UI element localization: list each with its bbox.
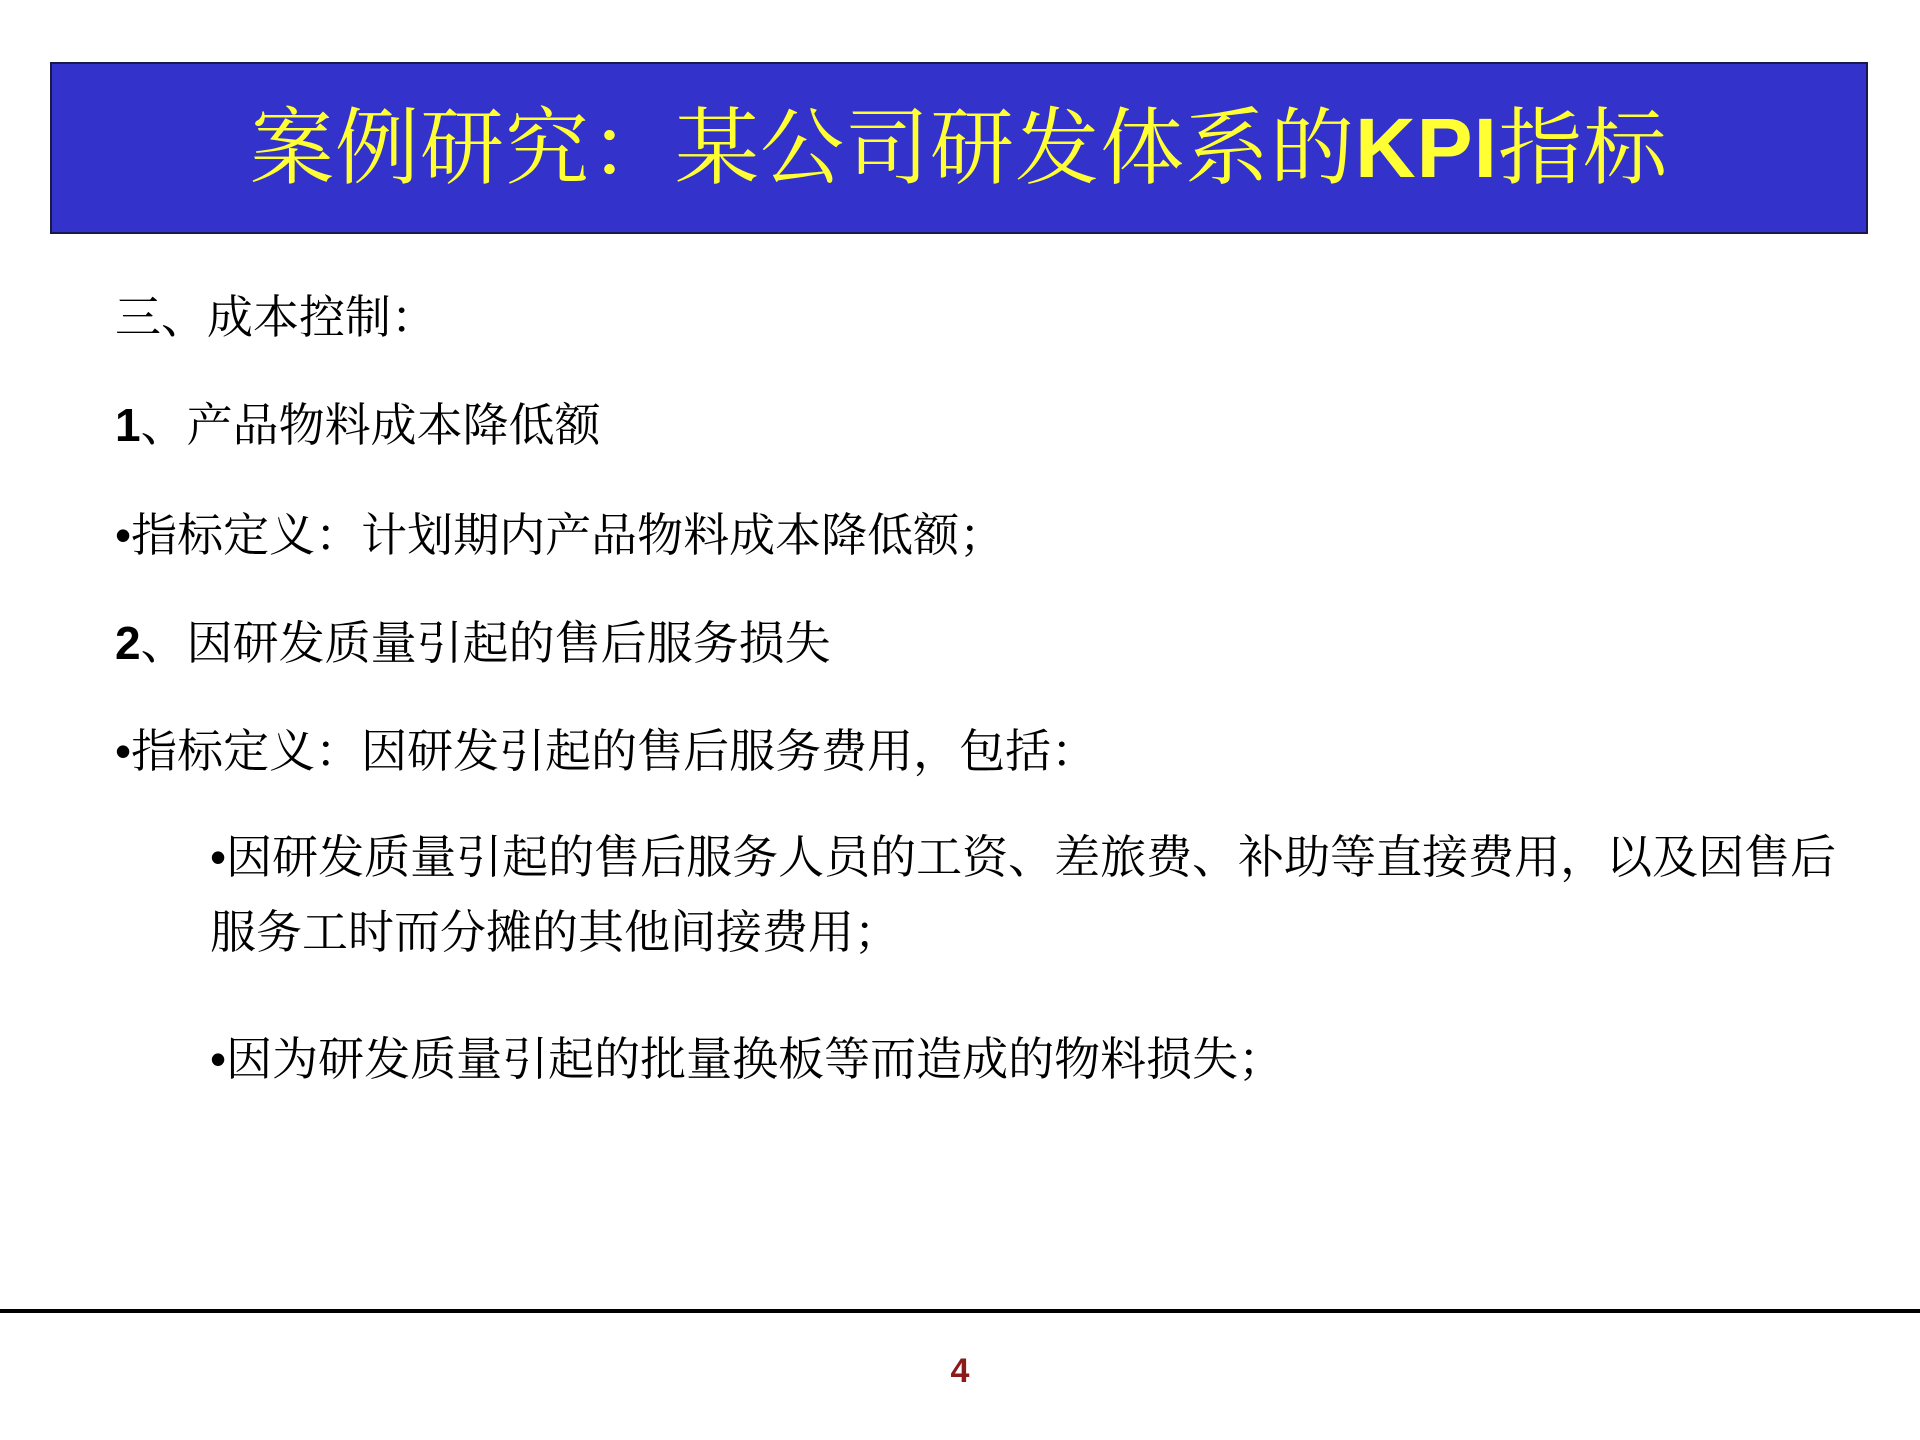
item-2-text: 、因研发质量引起的售后服务损失	[140, 616, 831, 670]
bullet-icon: •	[115, 509, 132, 561]
item-2-definition	[115, 724, 1097, 779]
item-1-heading	[115, 398, 601, 453]
item-1-number: 1	[115, 399, 141, 451]
item-1-definition	[115, 508, 1005, 563]
item-2-heading	[115, 616, 831, 671]
title-part-kpi: KPI	[1354, 101, 1499, 195]
title-banner	[50, 62, 1868, 234]
section-heading: 三、成本控制：	[115, 290, 437, 344]
item-1-definition-text: 指标定义：计划期内产品物料成本降低额；	[131, 508, 1006, 562]
title-part-2: 指标	[1498, 99, 1669, 197]
bullet-icon: •	[115, 725, 132, 777]
bullet-icon: •	[210, 831, 227, 883]
sub-bullet-2	[210, 1022, 1850, 1097]
page-number: 4	[950, 1352, 970, 1390]
sub-bullet-1	[210, 820, 1850, 969]
sub-bullet-2-text: 因为研发质量引起的批量换板等而造成的物料损失；	[226, 1032, 1285, 1086]
sub-bullet-1-text: 因研发质量引起的售后服务人员的工资、差旅费、补助等直接费用，以及因售后服务工时而分摊的其他间接费用；	[210, 830, 1837, 959]
slide-title	[249, 99, 1669, 197]
item-2-definition-text: 指标定义：因研发引起的售后服务费用，包括：	[131, 724, 1098, 778]
title-part-1: 案例研究：某公司研发体系的	[249, 99, 1355, 197]
item-1-text: 、产品物料成本降低额	[140, 398, 601, 452]
item-2-number: 2	[115, 617, 141, 669]
footer-divider	[0, 1309, 1920, 1313]
bullet-icon: •	[210, 1033, 227, 1085]
